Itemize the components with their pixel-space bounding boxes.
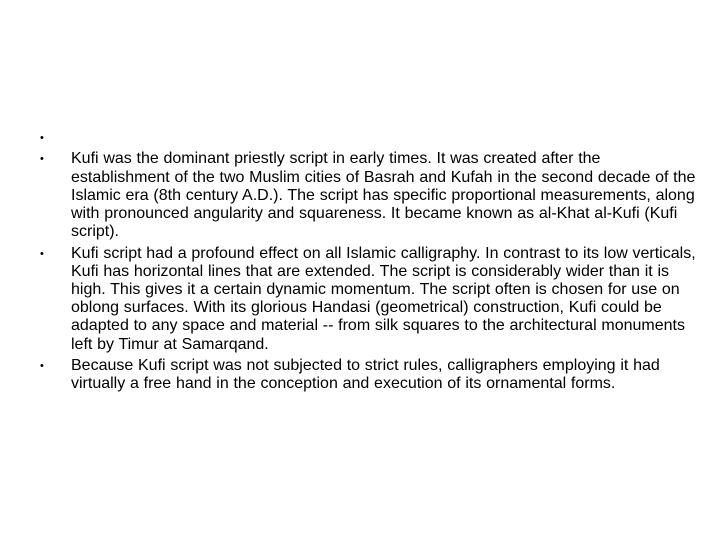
bullet-dot-icon: • [40, 132, 44, 144]
bullet-item-kufi-influence [40, 245, 700, 354]
bullet-item-kufi-freedom [40, 357, 700, 393]
bullet-dot-icon: • [40, 247, 44, 260]
bullet-text: Kufi was the dominant priestly script in early times. It was created after the establishment of the two Muslim cities of Basrah and Kufah in the second decade of the Islamic era (8th century A.D.). The script has specific proportional measurements, along with pronounced angularity and squareness. It became known as al-Khat al-Kufi (Kufi script). [71, 150, 696, 241]
bullet-item-empty [40, 129, 700, 147]
bullet-text: Kufi script had a profound effect on all Islamic calligraphy. In contrast to its low verticals, Kufi has horizontal lines that are extended. The script is considerably wider than it is high. This gives it a certain dynamic momentum. The script often is chosen for use on oblong surfaces. With its glorious Handasi (geometrical) construction, Kufi could be adapted to any space and material -- from silk squares to the architectural monuments left by Timur at Samarqand. [71, 244, 696, 353]
bullet-list [40, 129, 700, 397]
bullet-dot-icon: • [40, 359, 44, 372]
bullet-dot-icon: • [40, 153, 44, 166]
bullet-item-kufi-origin [40, 150, 700, 241]
bullet-text: Because Kufi script was not subjected to strict rules, calligraphers employing it had virtually a free hand in the conception and execution of its ornamental forms. [71, 356, 660, 393]
